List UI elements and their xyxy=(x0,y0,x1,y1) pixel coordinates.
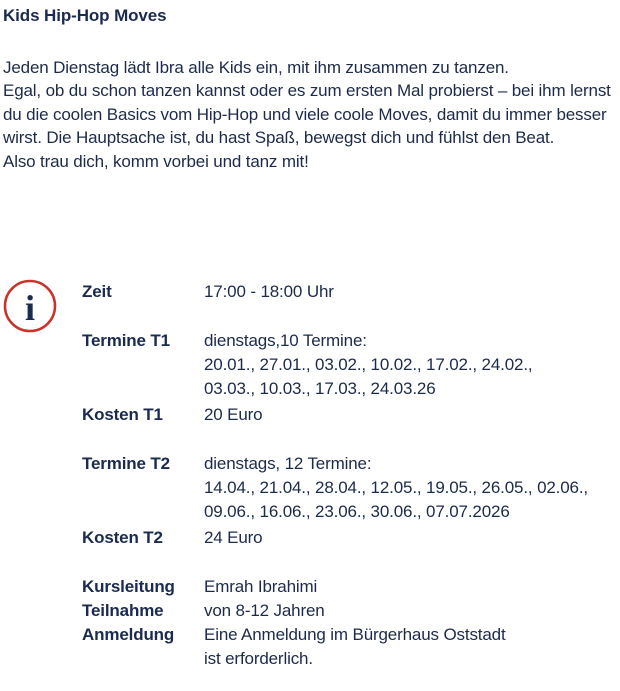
detail-row-termine-t1 xyxy=(82,329,612,401)
detail-label: Kursleitung xyxy=(82,577,175,596)
detail-label: Termine T1 xyxy=(82,331,170,350)
detail-label: Termine T2 xyxy=(82,454,170,473)
intro-text xyxy=(3,56,615,173)
intro-paragraph: Egal, ob du schon tanzen kannst oder es zum ersten Mal probierst – bei ihm lernst du die coolen Basics vom Hip-Hop und viele coole Moves, damit du immer besser wirst. Die Hauptsache ist, du hast Spaß, bewegst dich und fühlst den Beat. xyxy=(3,81,611,148)
intro-paragraph: Jeden Dienstag lädt Ibra alle Kids ein, mit ihm zusammen zu tanzen. xyxy=(3,58,509,77)
detail-value: 20 Euro xyxy=(204,405,263,424)
detail-value: Emrah Ibrahimi xyxy=(204,577,318,596)
detail-value-line: 09.06., 16.06., 23.06., 30.06., 07.07.2026 xyxy=(204,502,510,521)
detail-label: Kosten T1 xyxy=(82,405,163,424)
detail-value xyxy=(204,452,612,524)
page-title: Kids Hip-Hop Moves xyxy=(3,6,167,25)
detail-label: Anmeldung xyxy=(82,625,175,644)
detail-label: Teilnahme xyxy=(82,601,164,620)
info-icon-glyph: i xyxy=(24,288,36,328)
detail-label: Kosten T2 xyxy=(82,528,163,547)
detail-value-line: 03.03., 10.03., 17.03., 24.03.26 xyxy=(204,379,436,398)
detail-value: 17:00 - 18:00 Uhr xyxy=(204,282,334,301)
detail-value-line: 20.01., 27.01., 03.02., 10.02., 17.02., 24.02., xyxy=(204,355,533,374)
detail-row-kosten-t1 xyxy=(82,403,612,427)
detail-value-line: dienstags, 12 Termine: xyxy=(204,454,372,473)
intro-paragraph: Also trau dich, komm vorbei und tanz mit! xyxy=(3,151,309,171)
detail-row-termine-t2 xyxy=(82,452,612,524)
course-details xyxy=(82,280,612,671)
detail-row-kursleitung xyxy=(82,575,612,599)
detail-value-line: ist erforderlich. xyxy=(204,649,313,668)
detail-value xyxy=(204,329,612,401)
detail-value-line: 14.04., 21.04., 28.04., 12.05., 19.05., 26.05., 02.06., xyxy=(204,478,589,497)
detail-row-anmeldung xyxy=(82,623,612,671)
detail-value: 24 Euro xyxy=(204,528,263,547)
detail-label: Zeit xyxy=(82,282,112,301)
detail-value xyxy=(204,623,612,671)
detail-row-zeit xyxy=(82,280,612,304)
detail-value-line: Eine Anmeldung im Bürgerhaus Oststadt xyxy=(204,625,506,644)
detail-row-teilnahme xyxy=(82,599,612,623)
info-icon xyxy=(3,279,57,333)
detail-row-kosten-t2 xyxy=(82,526,612,550)
detail-value: von 8-12 Jahren xyxy=(204,601,325,620)
detail-value-line: dienstags,10 Termine: xyxy=(204,331,367,350)
